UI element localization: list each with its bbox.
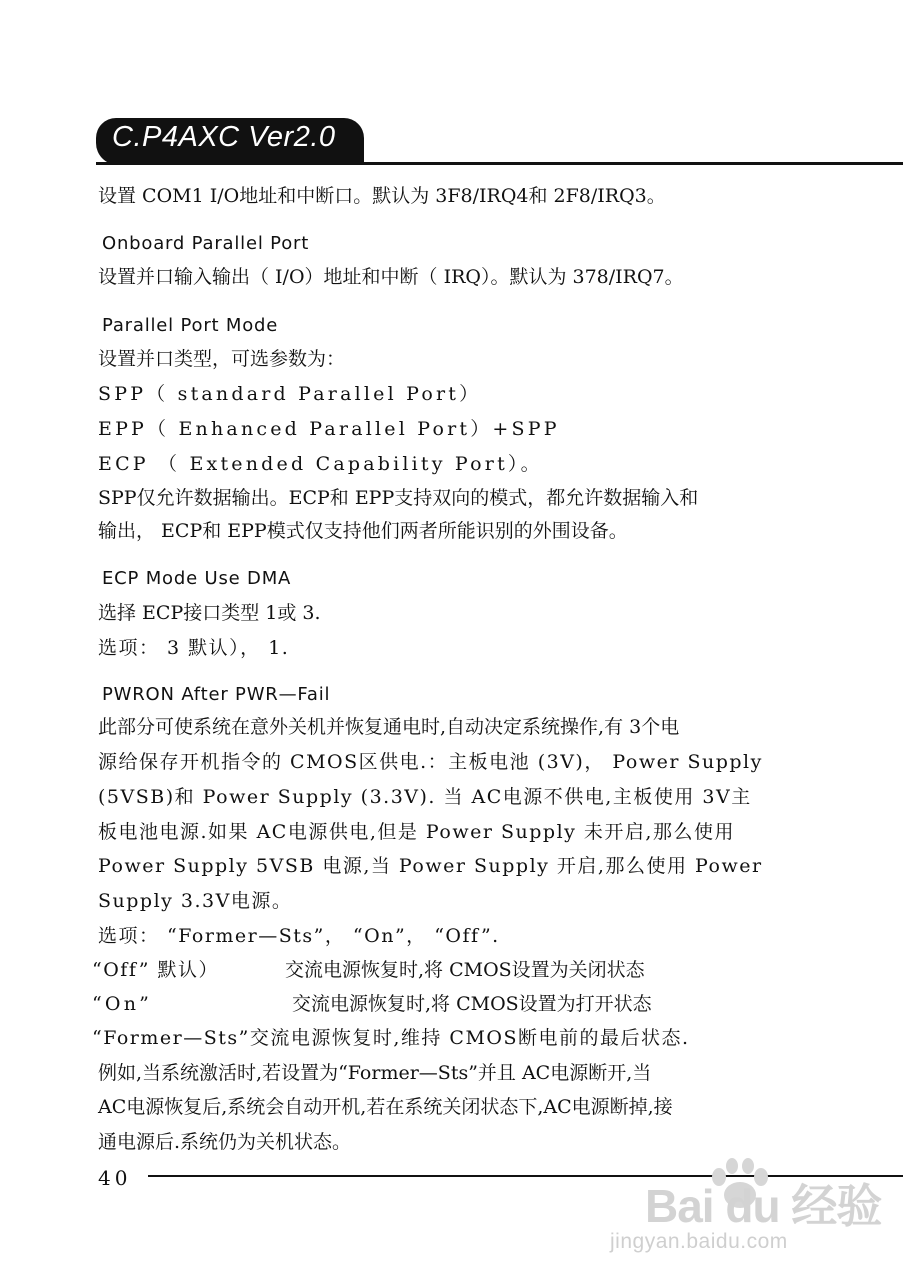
parallel-port-description: 设置并口输入输出（ I/O）地址和中断（ IRQ）。默认为 378/IRQ7。 [98,266,684,288]
option-off-description: 交流电源恢复时,将 CMOS设置为关闭状态 [285,959,645,981]
option-former-description: “Former—Sts”交流电源恢复时,维持 CMOS断电前的最后状态. [92,1027,690,1049]
pwron-options: 选项： “Former—Sts”， “On”， “Off”. [98,925,500,947]
parallel-mode-desc-1: SPP仅允许数据输出。ECP和 EPP支持双向的模式，都允许数据输入和 [98,487,699,509]
pwron-desc-1: 此部分可使系统在意外关机并恢复通电时,自动决定系统操作,有 3个电 [98,716,680,738]
ecp-dma-options: 选项： 3 默认）， 1. [98,637,290,659]
option-on-label: “On” [92,993,153,1015]
baidu-jingyan-watermark [610,1150,880,1260]
option-spp: SPP（ standard Parallel Port） [98,383,482,405]
page-number: 40 [98,1166,132,1190]
example-line-1: 例如,当系统激活时,若设置为“Former—Sts”并且 AC电源断开,当 [98,1062,652,1084]
pwron-desc-2: 源给保存开机指令的 CMOS区供电.：主板电池 (3V)， Power Supply [98,751,763,773]
pwron-desc-5: Power Supply 5VSB 电源,当 Power Supply 开启,那么使用 Power [98,855,763,877]
heading-parallel-port-mode: Parallel Port Mode [102,315,279,336]
watermark-logo-text: Bai du 经验 [645,1180,882,1232]
example-line-2: AC电源恢复后,系统会自动开机,若在系统关闭状态下,AC电源断掉,接 [98,1096,673,1118]
example-line-3: 通电源后.系统仍为关机状态。 [98,1131,352,1153]
option-ecp: ECP （ Extended Capability Port）。 [98,453,543,475]
ecp-dma-desc: 选择 ECP接口类型 1或 3. [98,602,321,624]
heading-onboard-parallel-port: Onboard Parallel Port [102,233,310,254]
option-epp: EPP（ Enhanced Parallel Port）+SPP [98,418,560,440]
pwron-desc-3: (5VSB)和 Power Supply (3.3V). 当 AC电源不供电,主板使用 3V主 [98,786,752,808]
com1-description: 设置 COM1 I/O地址和中断口。默认为 3F8/IRQ4和 2F8/IRQ3。 [98,185,666,207]
option-on-description: 交流电源恢复时,将 CMOS设置为打开状态 [292,993,652,1015]
pwron-desc-6: Supply 3.3V电源。 [98,890,293,912]
parallel-mode-intro: 设置并口类型，可选参数为： [98,348,346,370]
pwron-desc-4: 板电池电源.如果 AC电源供电,但是 Power Supply 未开启,那么使用 [98,821,735,843]
option-off-label: “Off” 默认） [92,959,220,981]
header-title: C.P4AXC Ver2.0 [112,121,336,153]
watermark-url: jingyan.baidu.com [610,1230,788,1253]
heading-pwron-after-pwr-fail: PWRON After PWR—Fail [102,684,331,705]
parallel-mode-desc-2: 输出， ECP和 EPP模式仅支持他们两者所能识别的外围设备。 [98,520,628,542]
heading-ecp-mode-dma: ECP Mode Use DMA [102,568,292,589]
